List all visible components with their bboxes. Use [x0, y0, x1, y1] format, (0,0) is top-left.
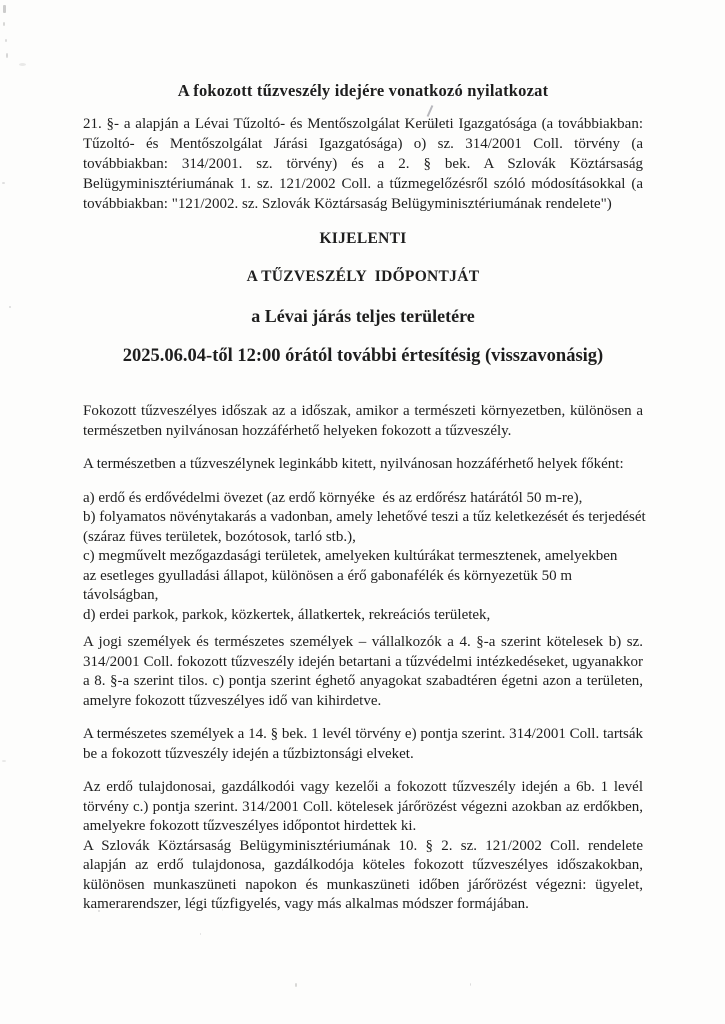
list-line: távolságban, — [83, 587, 159, 603]
heading-declares: KIJELENTI — [319, 230, 407, 247]
places-list — [83, 489, 646, 626]
list-line: a) erdő és erdővédelmi övezet (az erdő környéke és az erdőrész határától 50 m-re), — [83, 489, 583, 506]
intro-paragraph: 21. §- a alapján a Lévai Tűzoltó- és Mentőszolgálat Kerületi Igazgatósága (a továbbiakban: Tűzoltó- és Mentőszolgálat Járási Igazgatósága) o) sz. 314/2001 Coll. törvény (a továbbiakban: 314/2001. sz. törvény) és a 2. § bek. A Szlovák Köztársaság Belügyminisztériumának 1. sz. 121/2002 Coll. a tűzmegelőzésről szóló módosításokkal (a továbbiakban: "121/2002. sz. Szlovák Köztársaság Belügyminisztériumának rendelete") — [83, 116, 643, 212]
paragraph-ministry-decree: A Szlovák Köztársaság Belügyminisztériumának 10. § 2. sz. 121/2002 Coll. rendelete alapján az erdő tulajdonosa, gazdálkodója köteles fokozott tűzveszélyes időszakokban, különösen munkaszüneti napokon és munkaszüneti időben járőrözést végezni: ügyelet, kamerarendszer, légi tűzfigyelés, vagy más alkalmas módszer formájában. — [83, 837, 643, 912]
heading-period: 2025.06.04-től 12:00 órától további értesítésig (visszavonásig) — [122, 346, 604, 366]
scan-speck — [19, 63, 26, 66]
heading-area: a Lévai járás teljes területére — [251, 306, 475, 326]
scan-speck — [3, 5, 6, 13]
scan-speck — [2, 760, 6, 762]
scan-speck — [3, 22, 5, 26]
paragraph-forest-owners: Az erdő tulajdonosai, gazdálkodói vagy kezelői a fokozott tűzveszély idején a 6b. 1 levél törvény c.) pontja szerint. 314/2001 Coll. kötelesek járőrözést végezni azokban az erdőkben, amelyekre fokozott tűzveszélyes időpontot hirdettek ki. — [83, 779, 643, 834]
paragraph-places-intro: A természetben a tűzveszélynek leginkább kitett, nyilvánosan hozzáférhető helyek főként: — [83, 456, 624, 472]
scan-speck — [2, 182, 5, 184]
list-line: (száraz füves területek, bozótosok, tarló stb.), — [83, 528, 356, 545]
scan-speck — [6, 53, 8, 58]
scan-speck — [295, 983, 297, 987]
list-line: c) megművelt mezőgazdasági területek, amelyeken kultúrákat termesztenek, amelyekben — [83, 548, 618, 564]
list-line: b) folyamatos növénytakarás a vadonban, amely lehetővé teszi a tűz keletkezését és terjedését — [83, 509, 646, 525]
heading-subject: A TŰZVESZÉLY IDŐPONTJÁT — [246, 268, 480, 285]
document-sheet — [83, 80, 646, 929]
scan-speck — [5, 39, 7, 42]
scan-speck — [9, 306, 11, 308]
list-line: az esetleges gyulladási állapot, különösen a érő gabonafélék és környezetük 50 m — [83, 567, 572, 584]
paragraph-legal-persons: A jogi személyek és természetes személyek – vállalkozók a 4. §-a szerint kötelesek b) sz. 314/2001 Coll. fokozott tűzveszély idején betartani a tűzvédelmi intézkedéseket, ugyanakkor a 8. §-a szerint tilos. c) pontja szerint éghető anyagokat szabadtéren égetni azon a területen, amelyre fokozott tűzveszélyes idő van kihirdetve. — [83, 634, 643, 709]
list-line: d) erdei parkok, parkok, közkertek, állatkertek, rekreációs területek, — [83, 606, 491, 623]
paragraph-natural-persons: A természetes személyek a 14. § bek. 1 levél törvény e) pontja szerint. 314/2001 Coll. tartsák be a fokozott tűzveszély idején a tűzbiztonsági elveket. — [83, 726, 643, 762]
paragraph-period-definition: Fokozott tűzveszélyes időszak az a időszak, amikor a természeti környezetben, különösen a természetben nyilvánosan hozzáférhető helyeken fokozott a tűzveszély. — [83, 403, 643, 439]
document-title: A fokozott tűzveszély idejére vonatkozó nyilatkozat — [177, 81, 549, 100]
scan-speck — [470, 983, 471, 986]
scan-speck — [200, 933, 201, 935]
